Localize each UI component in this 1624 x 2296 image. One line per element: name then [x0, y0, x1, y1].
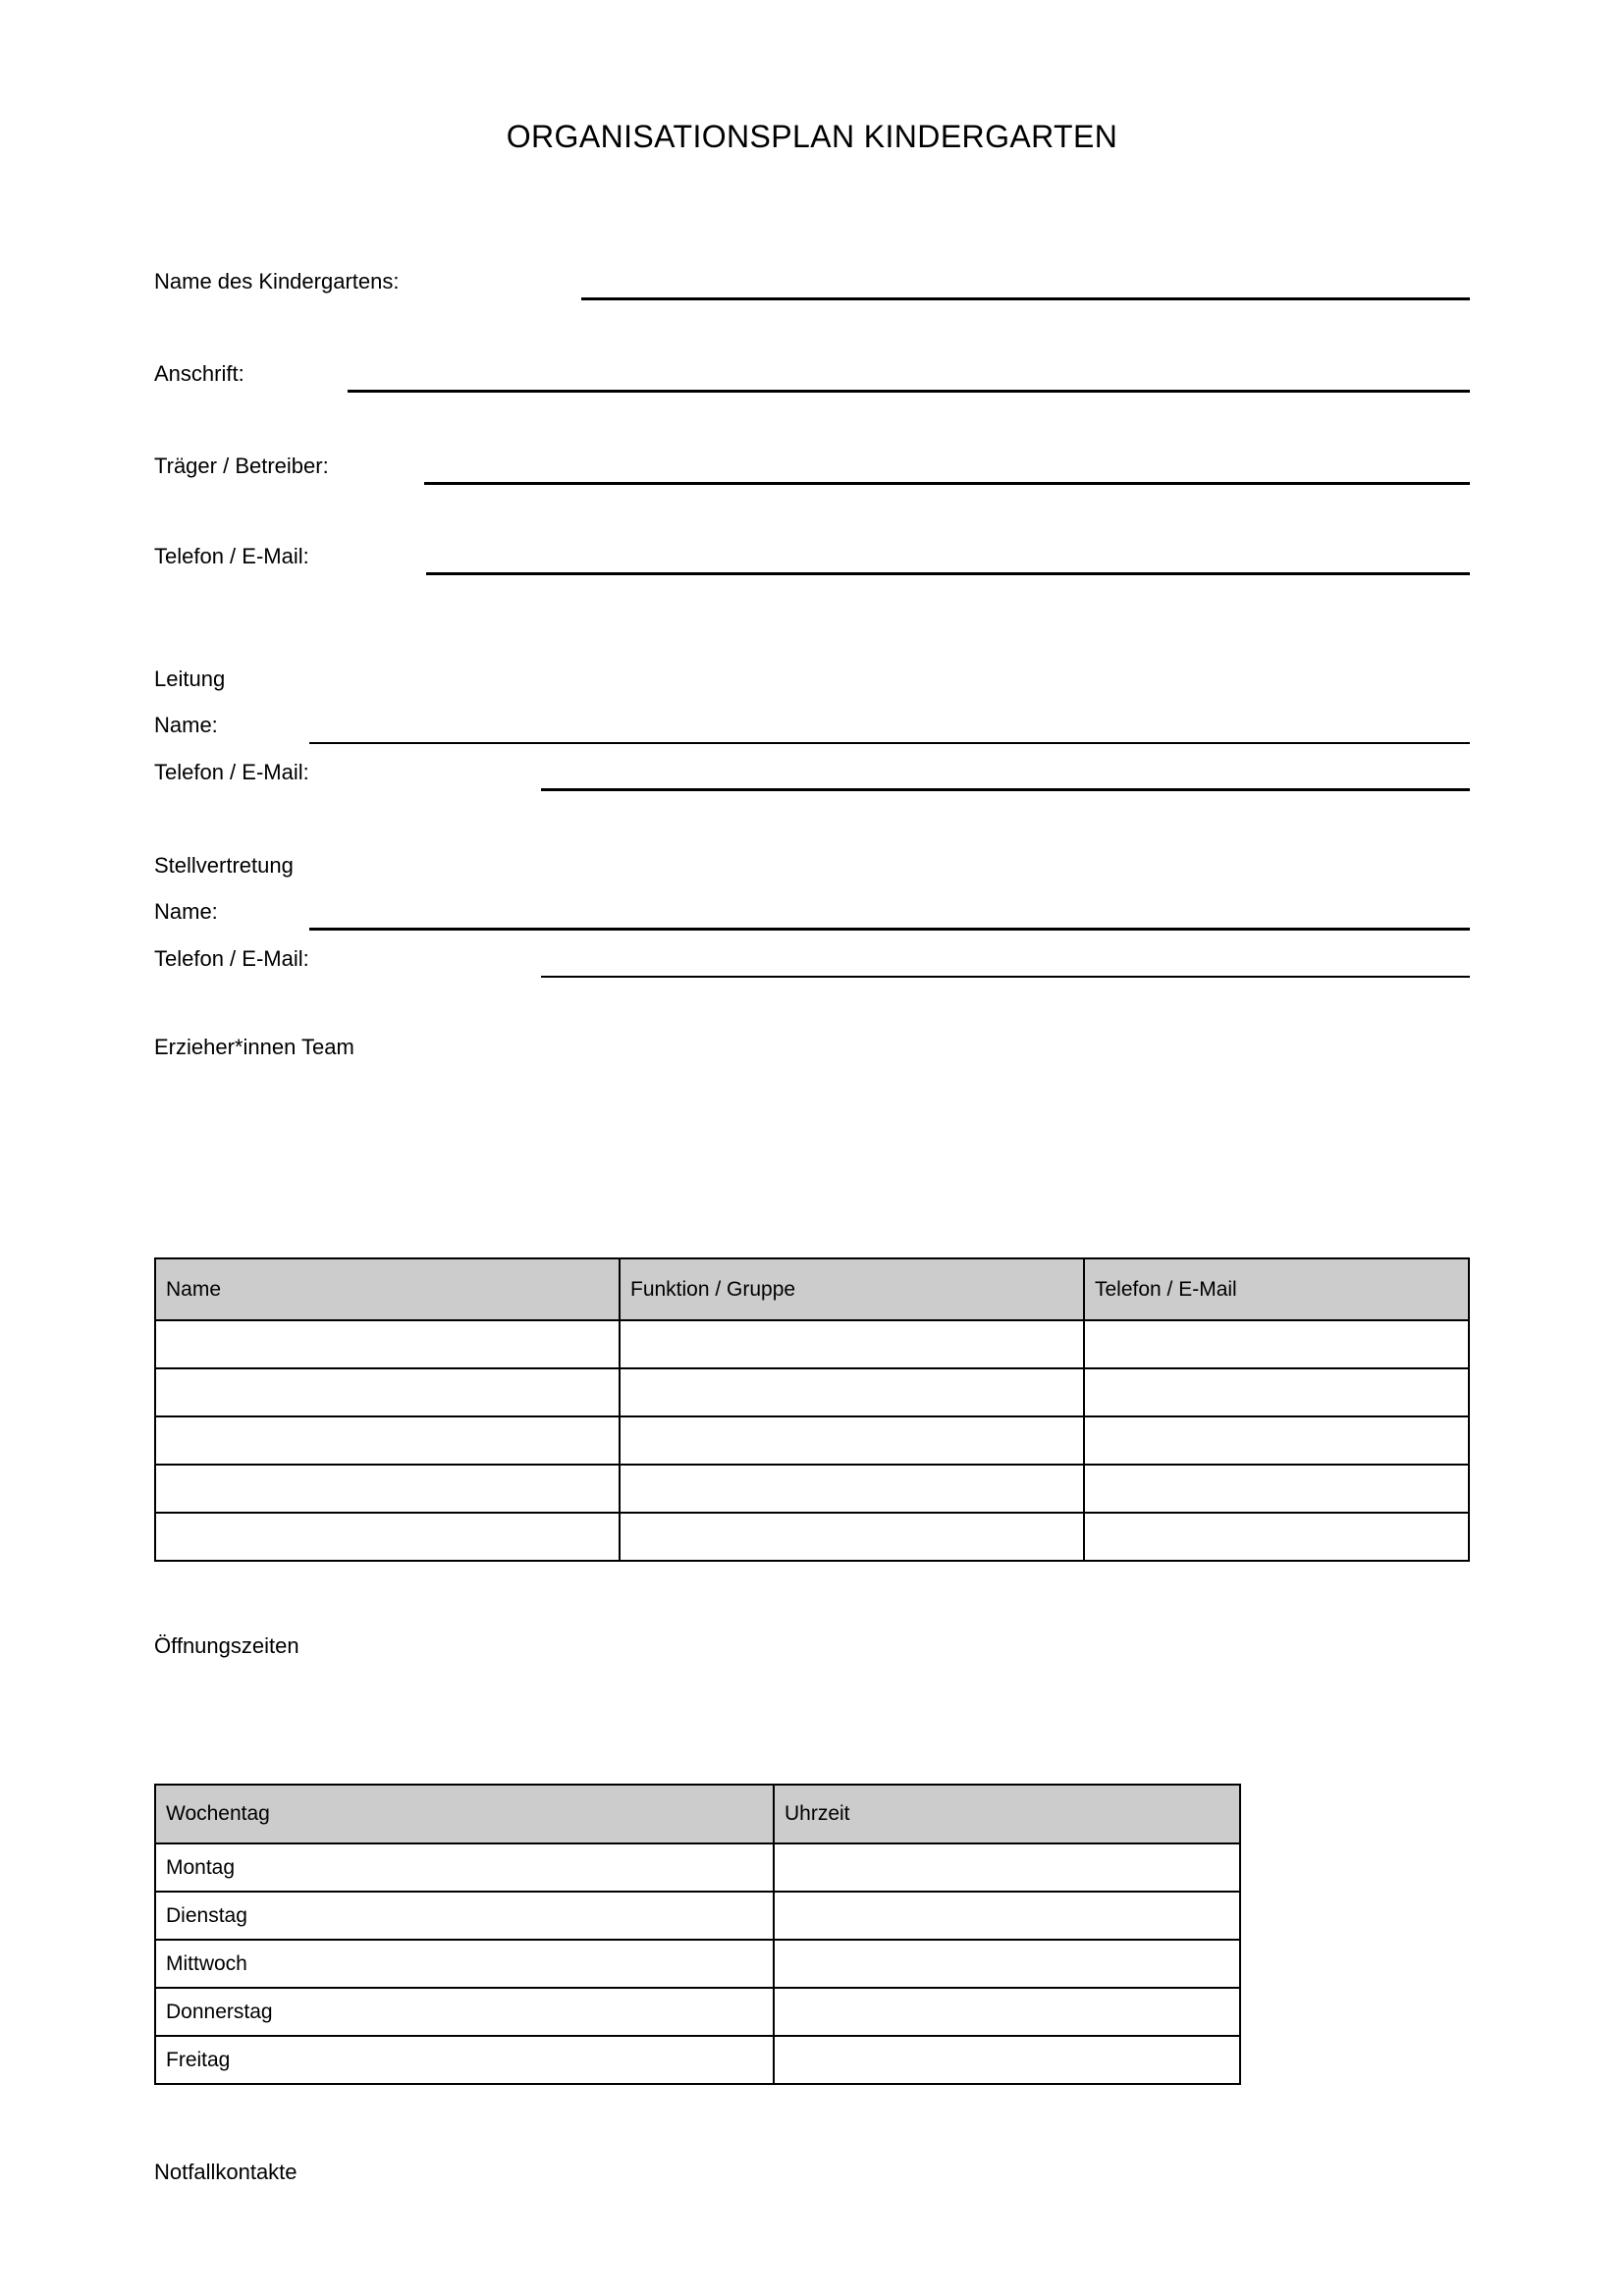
heading-leitung: Leitung	[154, 667, 226, 691]
heading-opening-hours: Öffnungszeiten	[154, 1633, 299, 1658]
label-phone-email: Telefon / E-Mail:	[154, 544, 309, 568]
hours-cell-time[interactable]	[774, 1988, 1240, 2036]
label-leitung-phone-email: Telefon / E-Mail:	[154, 760, 309, 784]
field-row-stellvertretung-name	[154, 897, 1470, 931]
field-row-address	[154, 359, 1470, 393]
label-kindergarten-name: Name des Kindergartens:	[154, 269, 400, 294]
team-col-name: Name	[155, 1258, 620, 1320]
table-row	[155, 1988, 1240, 2036]
table-row	[155, 1513, 1469, 1561]
field-row-leitung-phone-email	[154, 758, 1470, 791]
field-row-phone-email	[154, 542, 1470, 575]
hours-cell-weekday: Montag	[155, 1843, 774, 1892]
hours-cell-time[interactable]	[774, 1843, 1240, 1892]
input-leitung-name[interactable]	[309, 742, 1470, 744]
table-row	[155, 1892, 1240, 1940]
input-stellvertretung-phone-email[interactable]	[541, 976, 1470, 978]
table-row	[155, 1940, 1240, 1988]
team-cell-function[interactable]	[620, 1320, 1084, 1368]
team-cell-contact[interactable]	[1084, 1416, 1469, 1465]
input-operator[interactable]	[424, 482, 1470, 485]
heading-emergency-contacts: Notfallkontakte	[154, 2160, 298, 2184]
team-cell-function[interactable]	[620, 1368, 1084, 1416]
team-col-contact: Telefon / E-Mail	[1084, 1258, 1469, 1320]
label-stellvertretung-name: Name:	[154, 899, 218, 924]
label-stellvertretung-phone-email: Telefon / E-Mail:	[154, 946, 309, 971]
input-phone-email[interactable]	[426, 572, 1470, 575]
hours-cell-time[interactable]	[774, 2036, 1240, 2084]
team-cell-name[interactable]	[155, 1416, 620, 1465]
hours-col-weekday: Wochentag	[155, 1785, 774, 1843]
team-cell-function[interactable]	[620, 1465, 1084, 1513]
team-cell-contact[interactable]	[1084, 1513, 1469, 1561]
hours-cell-time[interactable]	[774, 1940, 1240, 1988]
table-row	[155, 1416, 1469, 1465]
team-cell-name[interactable]	[155, 1320, 620, 1368]
team-cell-name[interactable]	[155, 1465, 620, 1513]
page-title: ORGANISATIONSPLAN KINDERGARTEN	[506, 119, 1118, 154]
team-cell-name[interactable]	[155, 1368, 620, 1416]
input-leitung-phone-email[interactable]	[541, 788, 1470, 791]
input-kindergarten-name[interactable]	[581, 297, 1470, 300]
opening-hours-table	[154, 1784, 1241, 2085]
hours-col-time: Uhrzeit	[774, 1785, 1240, 1843]
team-cell-function[interactable]	[620, 1416, 1084, 1465]
table-row	[155, 1320, 1469, 1368]
label-address: Anschrift:	[154, 361, 244, 386]
field-row-leitung-name	[154, 711, 1470, 744]
team-cell-contact[interactable]	[1084, 1368, 1469, 1416]
heading-stellvertretung: Stellvertretung	[154, 853, 294, 878]
input-stellvertretung-name[interactable]	[309, 928, 1470, 931]
hours-cell-weekday: Dienstag	[155, 1892, 774, 1940]
label-leitung-name: Name:	[154, 713, 218, 737]
hours-cell-weekday: Mittwoch	[155, 1940, 774, 1988]
team-cell-function[interactable]	[620, 1513, 1084, 1561]
heading-team: Erzieher*innen Team	[154, 1035, 354, 1059]
field-row-stellvertretung-phone-email	[154, 944, 1470, 978]
team-col-function: Funktion / Gruppe	[620, 1258, 1084, 1320]
team-table	[154, 1257, 1470, 1562]
table-row	[155, 1368, 1469, 1416]
team-cell-contact[interactable]	[1084, 1465, 1469, 1513]
table-row	[155, 2036, 1240, 2084]
input-address[interactable]	[348, 390, 1470, 393]
hours-cell-weekday: Donnerstag	[155, 1988, 774, 2036]
field-row-kindergarten-name	[154, 267, 1470, 300]
team-cell-name[interactable]	[155, 1513, 620, 1561]
label-operator: Träger / Betreiber:	[154, 454, 329, 478]
team-cell-contact[interactable]	[1084, 1320, 1469, 1368]
hours-cell-time[interactable]	[774, 1892, 1240, 1940]
team-table-header-row	[155, 1258, 1469, 1320]
hours-cell-weekday: Freitag	[155, 2036, 774, 2084]
table-row	[155, 1465, 1469, 1513]
hours-table-header-row	[155, 1785, 1240, 1843]
table-row	[155, 1843, 1240, 1892]
field-row-operator	[154, 452, 1470, 485]
